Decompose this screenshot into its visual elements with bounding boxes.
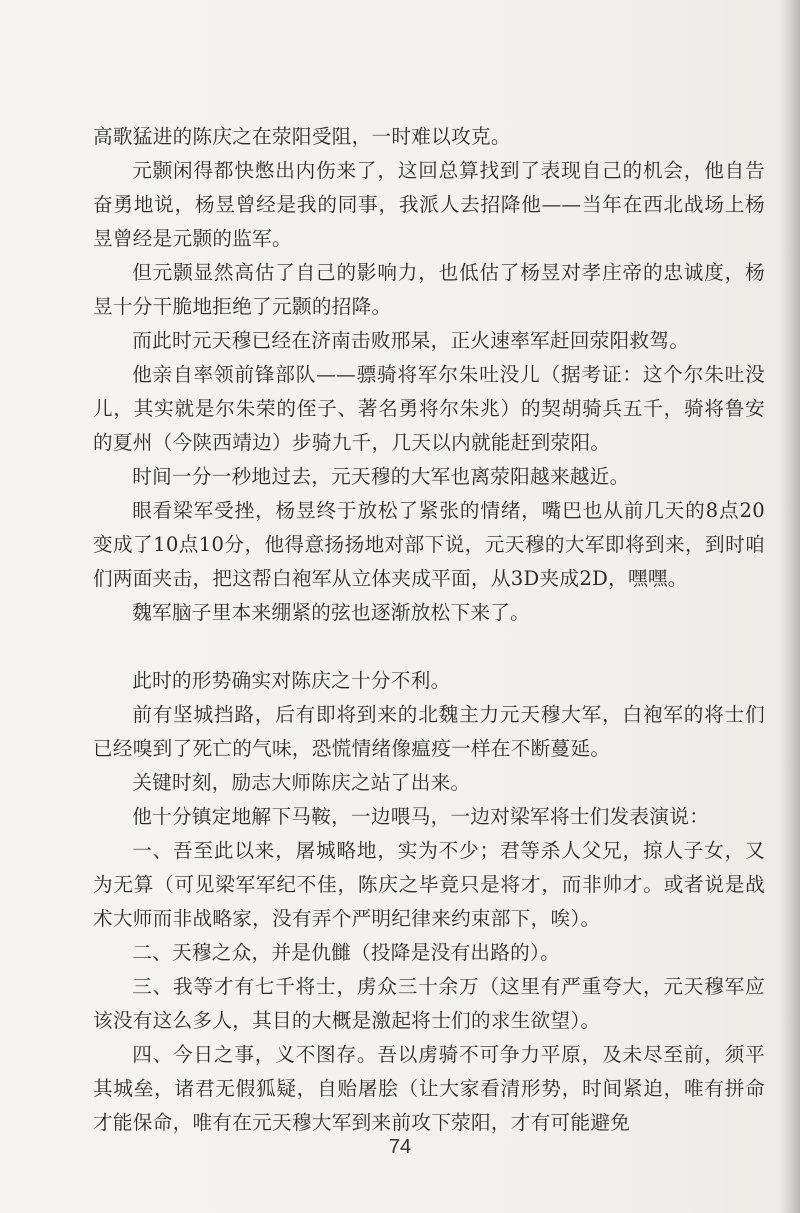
paragraph-3: 但元颢显然高估了自己的影响力，也低估了杨昱对孝庄帝的忠诚度，杨昱十分干脆地拒绝了元颢的招降。 bbox=[93, 261, 765, 318]
paragraph-16: 四、今日之事，义不图存。吾以虏骑不可争力平原，及未尽至前，须平其城垒，诸君无假狐疑，自贻屠脍（让大家看清形势，时间紧迫，唯有拼命才能保命，唯有在元天穆大军到来前攻下荥阳，才有可能避免 bbox=[93, 1043, 765, 1134]
paragraph-8: 魏军脑子里本来绷紧的弦也逐渐放松下来了。 bbox=[132, 601, 531, 624]
paragraph-13: 一、吾至此以来，屠城略地，实为不少；君等杀人父兄，掠人子女，又为无算（可见梁军军纪不佳，陈庆之毕竟只是将才，而非帅才。或者说是战术大师而非战略家，没有弄个严明纪律来约束部下，唉）。 bbox=[93, 839, 765, 930]
paragraph-4: 而此时元天穆已经在济南击败邢杲，正火速率军赶回荥阳救驾。 bbox=[132, 329, 690, 352]
paragraph-10: 前有坚城挡路，后有即将到来的北魏主力元天穆大军，白袍军的将士们已经嗅到了死亡的气味，恐慌情绪像瘟疫一样在不断蔓延。 bbox=[93, 703, 765, 760]
page-gutter-shadow bbox=[778, 0, 800, 1213]
paragraph-2: 元颢闲得都快憋出内伤来了，这回总算找到了表现自己的机会，他自告奋勇地说，杨昱曾经是我的同事，我派人去招降他——当年在西北战场上杨昱曾经是元颢的监军。 bbox=[93, 159, 765, 250]
paragraph-11: 关键时刻，励志大师陈庆之站了出来。 bbox=[132, 771, 471, 794]
paragraph-7: 眼看梁军受挫，杨昱终于放松了紧张的情绪，嘴巴也从前几天的8点20变成了10点10分，他得意扬扬地对部下说，元天穆的大军即将到来，到时咱们两面夹击，把这帮白袍军从立体夹成平面，从3D夹成2D，嘿嘿。 bbox=[93, 499, 765, 590]
paragraph-14: 二、天穆之众，并是仇雠（投降是没有出路的）。 bbox=[132, 941, 561, 964]
paragraph-12: 他十分镇定地解下马鞍，一边喂马，一边对梁军将士们发表演说： bbox=[132, 805, 710, 828]
page-number: 74 bbox=[388, 1136, 412, 1158]
body-text bbox=[93, 120, 765, 1140]
paragraph-15: 三、我等才有七千将士，虏众三十余万（这里有严重夸大，元天穆军应该没有这么多人，其目的大概是激起将士们的求生欲望）。 bbox=[93, 975, 765, 1032]
section-break bbox=[93, 630, 765, 664]
paragraph-1: 高歌猛进的陈庆之在荥阳受阻，一时难以攻克。 bbox=[93, 125, 511, 148]
paragraph-6: 时间一分一秒地过去，元天穆的大军也离荥阳越来越近。 bbox=[132, 465, 630, 488]
paragraph-5: 他亲自率领前锋部队——骠骑将军尔朱吐没儿（据考证：这个尔朱吐没儿，其实就是尔朱荣的侄子、著名勇将尔朱兆）的契胡骑兵五千，骑将鲁安的夏州（今陕西靖边）步骑九千，几天以内就能赶到荥阳。 bbox=[93, 363, 765, 454]
paragraph-9: 此时的形势确实对陈庆之十分不利。 bbox=[132, 669, 451, 692]
